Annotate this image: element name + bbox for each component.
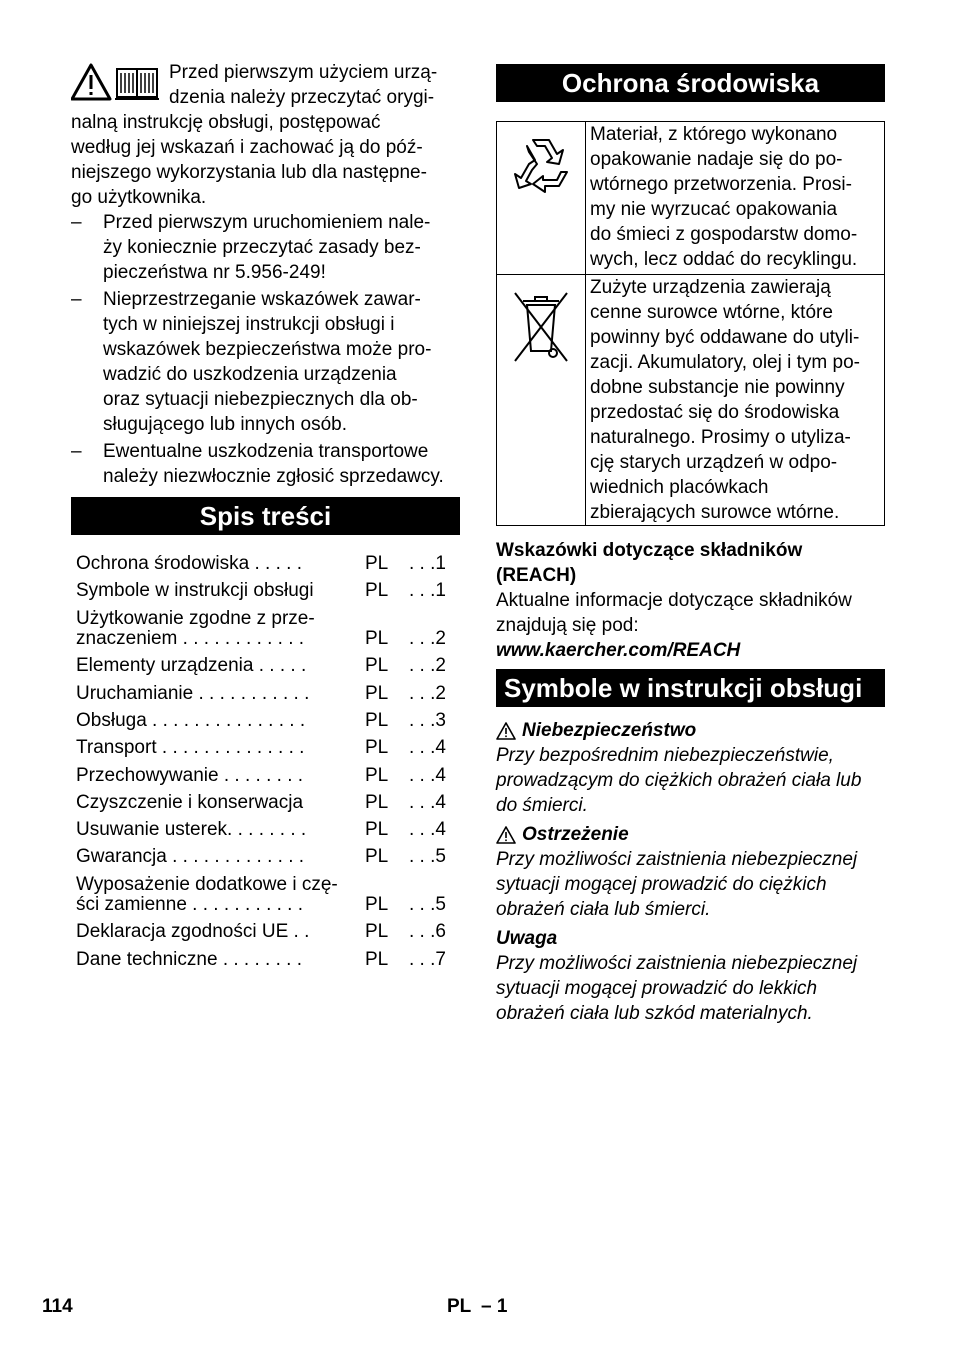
- text-line: my nie wyrzucać opakowania: [590, 199, 838, 220]
- toc-lang: PL: [365, 819, 389, 840]
- toc-lang: PL: [365, 683, 389, 704]
- bullet-line: sługującego lub innych osób.: [103, 414, 348, 435]
- bullet-item: [71, 439, 460, 489]
- text-line: przedostać się do środowiska: [590, 402, 840, 423]
- text-line: wtórnego przetworzenia. Prosi-: [590, 174, 852, 195]
- toc-lang: PL: [365, 846, 389, 867]
- bullet-line: oraz sytuacji niebezpiecznych dla ob-: [103, 389, 418, 410]
- text-line: powinny być oddawane do utyli-: [590, 327, 860, 348]
- toc-page: . . .1: [409, 553, 446, 574]
- bullet-line: pieczeństwa nr 5.956-249!: [103, 262, 326, 283]
- toc-label: Przechowywanie . . . . . . . .: [76, 765, 304, 786]
- environment-title: Ochrona środowiska: [496, 64, 885, 102]
- reach-section: [496, 538, 885, 663]
- text-line: wiednich placówkach: [590, 477, 769, 498]
- text-line: zacji. Akumulatory, olej i tym po-: [590, 352, 860, 373]
- warning-heading: [496, 822, 885, 847]
- text-line: opakowanie nadaje się do po-: [590, 149, 843, 170]
- toc-page: . . .4: [409, 765, 446, 786]
- bullet-line: Nieprzestrzeganie wskazówek zawar-: [103, 289, 421, 310]
- toc-label-continued: ści zamienne . . . . . . . . . . .: [76, 894, 304, 915]
- toc-page: . . .2: [409, 683, 446, 704]
- warning-icon: [496, 826, 516, 844]
- icon-cell: [497, 122, 586, 275]
- intro-line: niejszego wykorzystania lub dla następne-: [71, 162, 427, 183]
- toc-page: . . .4: [409, 792, 446, 813]
- toc-page: . . .4: [409, 819, 446, 840]
- bullet-line: wadzić do uszkodzenia urządzenia: [103, 364, 397, 385]
- intro-line: nalną instrukcję obsługi, postępować: [71, 112, 381, 133]
- text-line: zbierających surowce wtórne.: [590, 502, 840, 523]
- environment-text: [586, 122, 885, 275]
- bullet-item: [71, 287, 460, 437]
- bullet-list: [71, 210, 460, 489]
- text-line: dobne substancje nie powinny: [590, 377, 845, 398]
- toc-label: Ochrona środowiska . . . . .: [76, 553, 302, 574]
- symbol-line: Przy bezpośrednim niebezpieczeństwie,: [496, 745, 834, 766]
- toc-lang: PL: [365, 765, 389, 786]
- footer-section-page: – 1: [481, 1296, 508, 1317]
- toc-lang: PL: [365, 580, 389, 601]
- reach-text: znajdują się pod:: [496, 615, 639, 636]
- toc-page: . . .6: [409, 921, 446, 942]
- toc-lang: PL: [365, 894, 389, 915]
- crossed-bin-icon: [497, 275, 585, 375]
- symbol-line: Przy możliwości zaistnienia niebezpiecznej: [496, 953, 858, 974]
- intro-line: dzenia należy przeczytać orygi-: [169, 87, 435, 108]
- reach-heading: Wskazówki dotyczące składników: [496, 540, 803, 561]
- symbol-line: sytuacji mogącej prowadzić do lekkich: [496, 978, 818, 999]
- toc-label: Użytkowanie zgodne z prze-: [76, 608, 315, 629]
- symbol-line: obrażeń ciała lub szkód materialnych.: [496, 1003, 813, 1024]
- toc-label: Czyszczenie i konserwacja: [76, 792, 304, 813]
- toc-label: Wyposażenie dodatkowe i czę-: [76, 874, 338, 895]
- bullet-line: ży koniecznie przeczytać zasady bez-: [103, 237, 421, 258]
- text-line: Zużyte urządzenia zawierają: [590, 277, 831, 298]
- text-line: naturalnego. Prosimy o utyliza-: [590, 427, 851, 448]
- toc-label: Transport . . . . . . . . . . . . . .: [76, 737, 305, 758]
- intro-icons: [71, 63, 161, 108]
- bullet-dash: –: [71, 212, 82, 233]
- text-line: wych, lecz oddać do recyklingu.: [590, 249, 858, 270]
- text-line: cję starych urządzeń w odpo-: [590, 452, 838, 473]
- symbol-line: Przy możliwości zaistnienia niebezpiecznej: [496, 849, 858, 870]
- icon-cell: [497, 275, 586, 526]
- toc-lang: PL: [365, 628, 389, 649]
- toc-lang: PL: [365, 737, 389, 758]
- toc-label: Deklaracja zgodności UE . .: [76, 921, 310, 942]
- toc-label: Dane techniczne . . . . . . . .: [76, 949, 302, 970]
- intro-line: według jej wskazań i zachować ją do póź-: [71, 137, 423, 158]
- warning-heading-text: Ostrzeżenie: [522, 824, 629, 845]
- toc-label: Usuwanie usterek. . . . . . . .: [76, 819, 307, 840]
- manual-book-icon: [115, 69, 159, 99]
- toc-page: . . .1: [409, 580, 446, 601]
- toc-page: . . .5: [409, 846, 446, 867]
- toc-title: Spis treści: [71, 497, 460, 535]
- toc-label: Obsługa . . . . . . . . . . . . . . .: [76, 710, 306, 731]
- warning-triangle-icon: [72, 65, 110, 99]
- page-number: 114: [42, 1296, 73, 1317]
- reach-link[interactable]: www.kaercher.com/REACH: [496, 640, 741, 661]
- symbols-title: Symbole w instrukcji obsługi: [496, 669, 885, 707]
- bullet-line: tych w niniejszej instrukcji obsługi i: [103, 314, 395, 335]
- footer-lang: PL: [447, 1296, 472, 1317]
- toc-page: . . .4: [409, 737, 446, 758]
- toc-page: . . .3: [409, 710, 446, 731]
- toc-label-continued: znaczeniem . . . . . . . . . . . .: [76, 628, 305, 649]
- text-line: Materiał, z którego wykonano: [590, 124, 838, 145]
- toc-label: Uruchamianie . . . . . . . . . . .: [76, 683, 310, 704]
- intro-note: [71, 60, 460, 210]
- symbol-line: sytuacji mogącej prowadzić do ciężkich: [496, 874, 827, 895]
- intro-line: Przed pierwszym użyciem urzą-: [169, 62, 438, 83]
- toc-lang: PL: [365, 553, 389, 574]
- bullet-line: należy niezwłocznie zgłosić sprzedawcy.: [103, 466, 444, 487]
- toc-label: Gwarancja . . . . . . . . . . . . .: [76, 846, 305, 867]
- symbol-line: prowadzącym do ciężkich obrażeń ciała lub: [496, 770, 862, 791]
- bullet-line: Przed pierwszym uruchomieniem nale-: [103, 212, 431, 233]
- symbol-line: obrażeń ciała lub śmierci.: [496, 899, 711, 920]
- toc-page: . . .5: [409, 894, 446, 915]
- bullet-line: Ewentualne uszkodzenia transportowe: [103, 441, 429, 462]
- symbol-line: do śmierci.: [496, 795, 588, 816]
- intro-line: go użytkownika.: [71, 187, 207, 208]
- toc-page: . . .2: [409, 628, 446, 649]
- toc-lang: PL: [365, 710, 389, 731]
- toc-lang: PL: [365, 792, 389, 813]
- text-line: do śmieci z gospodarstw domo-: [590, 224, 858, 245]
- table-row: [497, 122, 885, 275]
- toc-page: . . .7: [409, 949, 446, 970]
- reach-text: Aktualne informacje dotyczące składników: [496, 590, 852, 611]
- bullet-line: wskazówek bezpieczeństwa może pro-: [103, 339, 432, 360]
- toc-page: . . .2: [409, 655, 446, 676]
- toc-label: Symbole w instrukcji obsługi: [76, 580, 314, 601]
- caution-heading-text: Uwaga: [496, 928, 558, 949]
- reach-heading: (REACH): [496, 565, 577, 586]
- text-line: cenne surowce wtórne, które: [590, 302, 833, 323]
- recycle-icon: [497, 122, 585, 222]
- toc-lang: PL: [365, 655, 389, 676]
- bullet-dash: –: [71, 441, 82, 462]
- table-row: [497, 275, 885, 526]
- toc-lang: PL: [365, 921, 389, 942]
- warning-icon: [496, 722, 516, 740]
- environment-text: [586, 275, 885, 526]
- toc-label: Elementy urządzenia . . . . .: [76, 655, 307, 676]
- bullet-item: [71, 210, 460, 285]
- environment-table: [496, 121, 885, 526]
- caution-heading: [496, 926, 885, 951]
- danger-heading-text: Niebezpieczeństwo: [522, 720, 697, 741]
- toc-lang: PL: [365, 949, 389, 970]
- bullet-dash: –: [71, 289, 82, 310]
- symbols-section: [496, 718, 885, 1026]
- danger-heading: [496, 718, 885, 743]
